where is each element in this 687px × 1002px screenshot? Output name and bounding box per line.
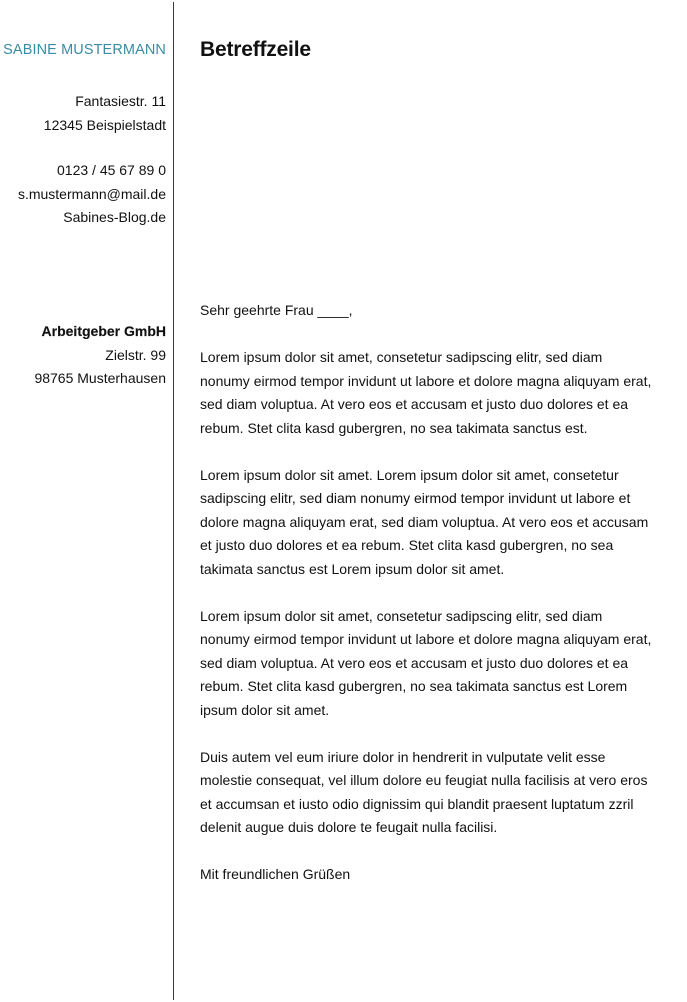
body-paragraph-1 — [200, 346, 687, 440]
paragraph-line: et justo duo dolores et ea rebum. Stet clita kasd gubergren, no sea — [200, 537, 614, 553]
sender-address — [44, 89, 166, 137]
paragraph-line: Duis autem vel eum iriure dolor in hendrerit in vulputate velit esse — [200, 748, 606, 765]
sender-phone: 0123 / 45 67 89 0 — [57, 162, 166, 178]
paragraph-line: nonumy eirmod tempor invidunt ut labore et dolore magna aliquyam erat, — [200, 631, 652, 647]
closing: Mit freundlichen Grüßen — [200, 866, 351, 882]
recipient-city: 98765 Musterhausen — [34, 370, 166, 386]
body-paragraph-4 — [200, 746, 687, 840]
paragraph-line: rebum. Stet clita kasd gubergren, no sea takimata sanctus est Lorem — [200, 678, 628, 694]
sender-name: SABINE MUSTERMANN — [3, 42, 166, 58]
vertical-divider — [173, 2, 174, 1000]
paragraph-line: nonumy eirmod tempor invidunt ut labore et dolore magna aliquyam erat, — [200, 372, 652, 389]
recipient-street: Zielstr. 99 — [105, 346, 166, 363]
subject-line: Betreffzeile — [200, 38, 311, 61]
paragraph-line: delenit augue duis dolore te feugait nulla facilisi. — [200, 819, 498, 835]
sender-website: Sabines-Blog.de — [63, 209, 166, 225]
paragraph-line: dolore magna aliquyam erat, sed diam voluptua. At vero eos et accusam — [200, 513, 649, 530]
letter-body — [200, 346, 687, 863]
paragraph-line: rebum. Stet clita kasd gubergren, no sea takimata sanctus est. — [200, 419, 588, 436]
paragraph-line: sed diam voluptua. At vero eos et accusam et justo duo dolores et ea — [200, 396, 629, 412]
paragraph-line: et accumsan et iusto odio dignissim qui blandit praesent luptatum zzril — [200, 795, 634, 812]
sender-street: Fantasiestr. 11 — [75, 93, 166, 109]
paragraph-line: sadipscing elitr, sed diam nonumy eirmod tempor invidunt ut labore et — [200, 490, 631, 506]
paragraph-line: Lorem ipsum dolor sit amet. Lorem ipsum dolor sit amet, consetetur — [200, 466, 619, 483]
sender-city: 12345 Beispielstadt — [43, 117, 166, 133]
recipient-address — [34, 320, 166, 391]
paragraph-line: sed diam voluptua. At vero eos et accusam et justo duo dolores et ea — [200, 654, 629, 671]
paragraph-line: molestie consequat, vel illum dolore eu feugiat nulla facilisis at vero eros — [200, 772, 648, 788]
paragraph-line: takimata sanctus est Lorem ipsum dolor sit amet. — [200, 560, 505, 577]
paragraph-line: Lorem ipsum dolor sit amet, consetetur sadipscing elitr, sed diam — [200, 349, 603, 365]
recipient-company: Arbeitgeber GmbH — [41, 323, 166, 339]
salutation: Sehr geehrte Frau ____, — [200, 302, 353, 318]
sender-contact — [18, 159, 166, 230]
body-paragraph-2 — [200, 464, 687, 582]
sender-email: s.mustermann@mail.de — [17, 185, 166, 202]
body-paragraph-3 — [200, 605, 687, 723]
paragraph-line: Lorem ipsum dolor sit amet, consetetur sadipscing elitr, sed diam — [200, 607, 603, 624]
paragraph-line: ipsum dolor sit amet. — [200, 701, 330, 718]
